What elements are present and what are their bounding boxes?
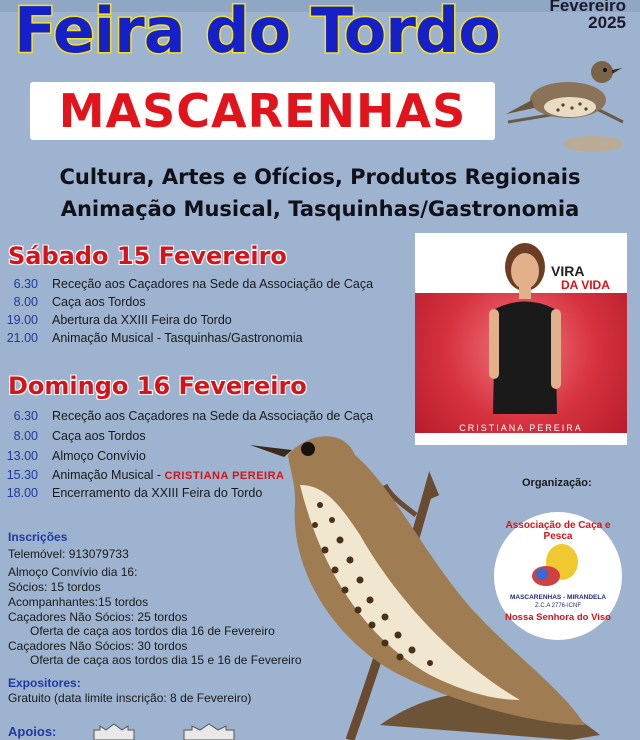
event-time: 6.30 xyxy=(13,277,38,291)
schedule-row xyxy=(0,331,400,349)
album-title-2: DA VIDA xyxy=(561,278,610,292)
event-time: 19.00 xyxy=(6,313,38,327)
supports-title: Apoios: xyxy=(8,724,57,739)
exhibitors-text: Gratuito (data limite inscrição: 8 de Fevereiro) xyxy=(8,691,252,705)
event-time: 8.00 xyxy=(13,429,38,443)
event-time: 8.00 xyxy=(13,295,38,309)
event-title: Feira do Tordo xyxy=(14,0,500,67)
event-desc: Abertura da XXIII Feira do Tordo xyxy=(52,313,232,327)
event-time: 13.00 xyxy=(6,449,38,463)
inscriptions-title: Inscrições xyxy=(8,530,68,544)
municipal-crest-icon xyxy=(90,722,138,740)
event-desc-text: Animação Musical - xyxy=(52,468,165,482)
schedule-row xyxy=(0,313,400,331)
logo-text-code: Z.C.A 2776-ICNF xyxy=(534,603,581,609)
event-time: 21.00 xyxy=(6,331,38,345)
event-year: 2025 xyxy=(588,13,626,32)
subtitle-line-1: Cultura, Artes e Ofícios, Produtos Regionais xyxy=(59,165,581,189)
inscription-line: Caçadores Não Sócios: 25 tordos xyxy=(8,610,188,624)
inscription-line: Sócios: 15 tordos xyxy=(8,580,101,594)
event-desc: Caça aos Tordos xyxy=(52,429,146,443)
artist-name: CRISTIANA PEREIRA xyxy=(164,470,285,482)
location-banner: MASCARENHAS xyxy=(30,82,495,140)
inscription-line: Oferta de caça aos tordos dia 16 de Fevereiro xyxy=(30,624,275,638)
event-desc: Almoço Convívio xyxy=(52,449,146,463)
small-thrush-icon xyxy=(498,52,628,152)
event-desc: Receção aos Caçadores na Sede da Associação de Caça xyxy=(52,409,374,423)
sunday-title: Domingo 16 Fevereiro xyxy=(8,372,307,400)
hunting-dog-icon xyxy=(528,540,588,590)
inscription-line: Oferta de caça aos tordos dia 15 e 16 de Fevereiro xyxy=(30,653,302,667)
logo-text-location: MASCARENHAS - MIRANDELA xyxy=(509,594,607,601)
album-title-1: VIRA xyxy=(551,263,585,279)
inscription-line: Caçadores Não Sócios: 30 tordos xyxy=(8,639,188,653)
event-time: 18.00 xyxy=(6,486,38,500)
logo-text-top: Associação de Caça e Pesca xyxy=(505,520,611,542)
album-artist: CRISTIANA PEREIRA xyxy=(459,423,583,433)
parish-crest-icon xyxy=(180,722,238,740)
phone-number: Telemóvel: 913079733 xyxy=(8,547,129,561)
inscription-line: Almoço Convívio dia 16: xyxy=(8,565,138,579)
exhibitors-title: Expositores: xyxy=(8,676,81,690)
subtitle-line-2: Animação Musical, Tasquinhas/Gastronomia xyxy=(60,197,580,221)
album-cover xyxy=(415,233,627,445)
organization-label: Organização: xyxy=(522,477,592,489)
event-desc: Animação Musical - Tasquinhas/Gastronomia xyxy=(52,331,303,345)
event-time: 15.30 xyxy=(6,468,38,482)
event-desc: Encerramento da XXIII Feira do Tordo xyxy=(52,486,263,500)
schedule-row xyxy=(0,277,400,295)
event-time: 6.30 xyxy=(13,409,38,423)
schedule-row xyxy=(0,295,400,313)
event-month: Fevereiro xyxy=(549,0,626,15)
event-desc: Caça aos Tordos xyxy=(52,295,146,309)
inscription-line: Acompanhantes:15 tordos xyxy=(8,595,149,609)
logo-text-bottom: Nossa Senhora do Viso xyxy=(505,612,611,623)
event-desc: Receção aos Caçadores na Sede da Associação de Caça xyxy=(52,277,374,291)
saturday-title: Sábado 15 Fevereiro xyxy=(8,242,287,270)
